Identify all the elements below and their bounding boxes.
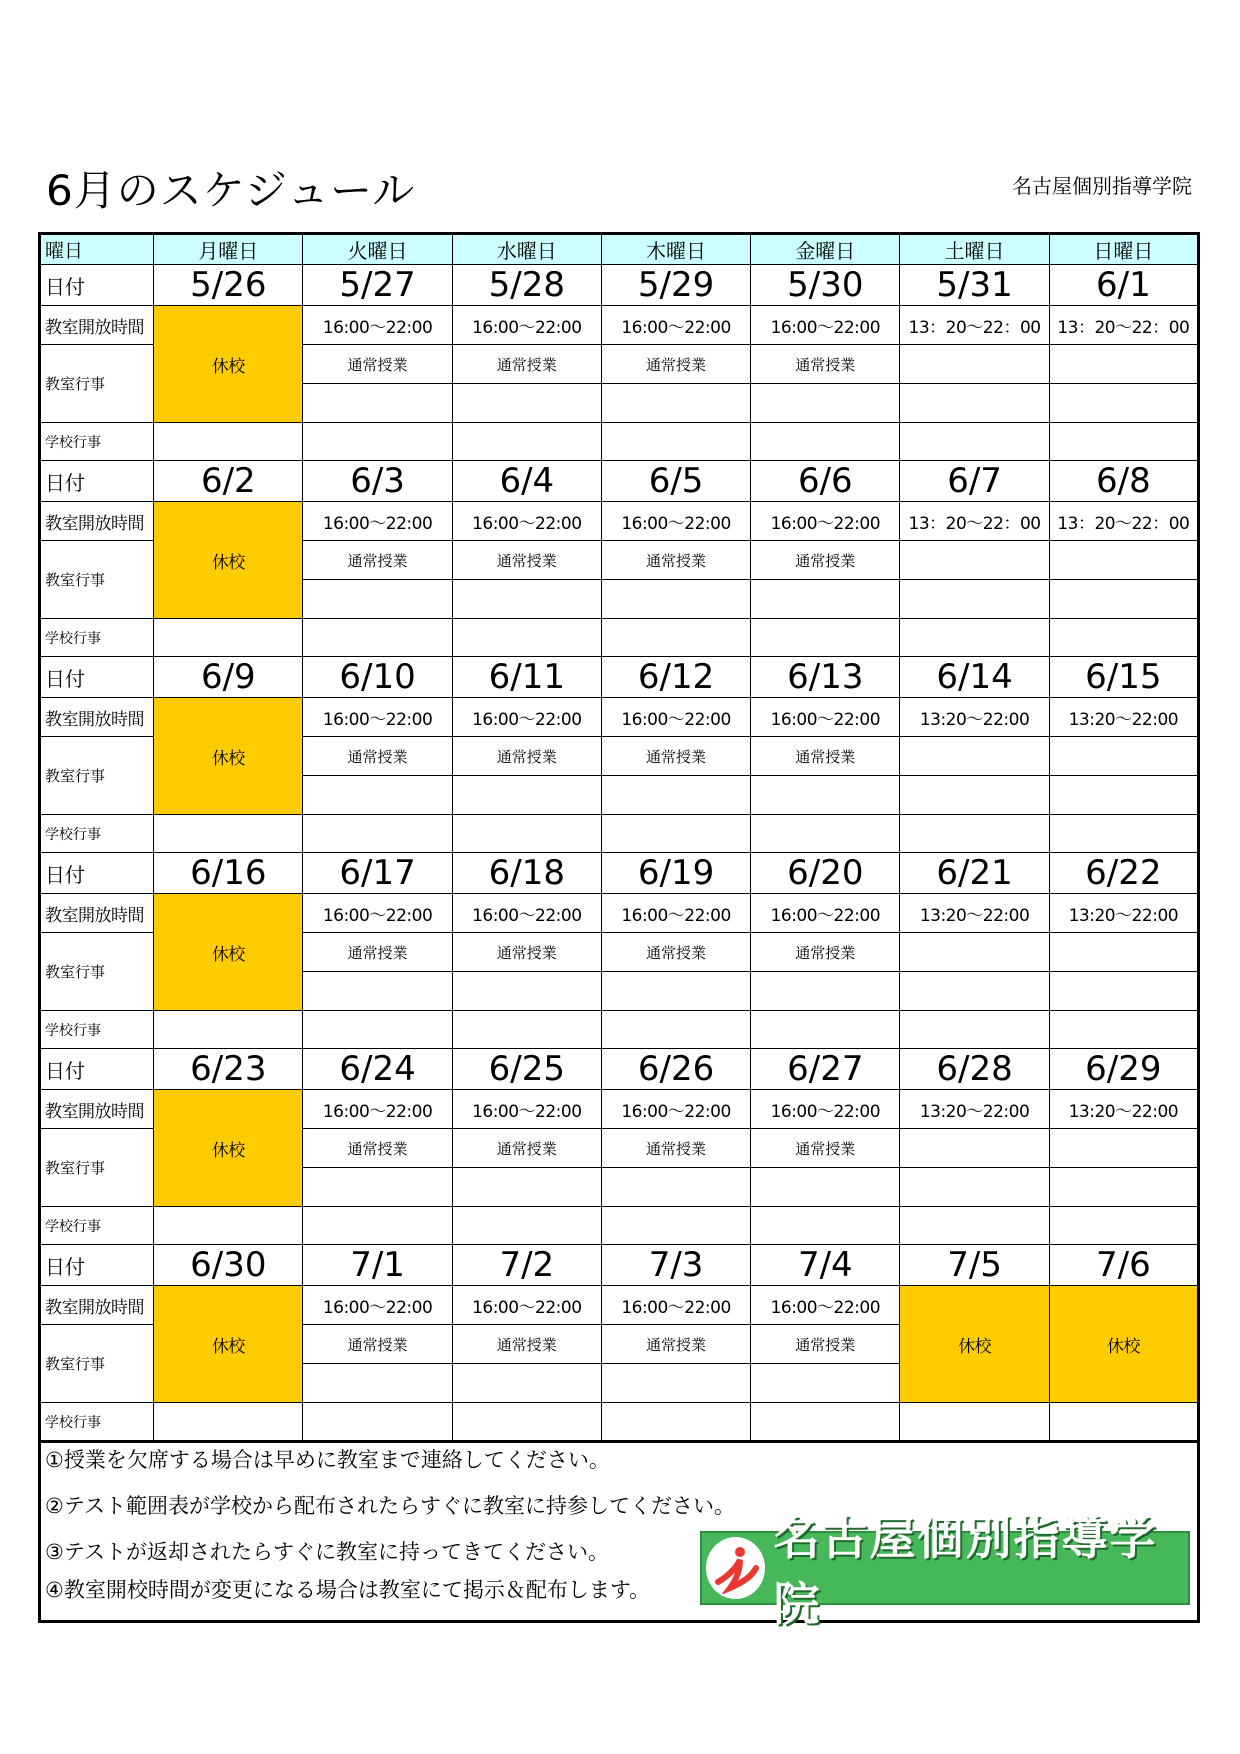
class-event-extra-cell (1049, 776, 1198, 815)
class-event-cell: 通常授業 (303, 737, 452, 776)
open-hours-cell: 16:00～22:00 (303, 894, 452, 933)
date-cell: 7/6 (1049, 1245, 1198, 1286)
date-cell: 6/8 (1049, 461, 1198, 502)
school-event-cell (452, 619, 601, 657)
date-row-label: 日付 (40, 657, 154, 698)
school-event-cell (900, 423, 1049, 461)
school-event-cell (601, 1207, 750, 1245)
class-event-cell: 通常授業 (601, 1129, 750, 1168)
open-hours-cell: 16:00～22:00 (601, 698, 750, 737)
weekday-header: 木曜日 (601, 234, 750, 265)
date-row-label: 日付 (40, 1245, 154, 1286)
school-logo-icon (706, 1537, 765, 1599)
open-hours-cell: 16:00～22:00 (303, 306, 452, 345)
date-cell: 6/17 (303, 853, 452, 894)
open-hours-cell: 13:20～22:00 (1049, 1090, 1198, 1129)
class-event-cell: 通常授業 (751, 1325, 900, 1364)
open-hours-row (40, 1286, 1199, 1325)
class-event-extra-cell (751, 1364, 900, 1403)
date-cell: 7/4 (751, 1245, 900, 1286)
class-event-extra-cell (1049, 972, 1198, 1011)
closed-cell: 休校 (154, 698, 303, 815)
class-events-label: 教室行事 (40, 1325, 154, 1403)
open-hours-label: 教室開放時間 (40, 894, 154, 933)
open-hours-cell: 16:00～22:00 (452, 502, 601, 541)
school-events-label: 学校行事 (40, 423, 154, 461)
weekday-header: 土曜日 (900, 234, 1049, 265)
note-item: ④教室開校時間が変更になる場合は教室にて掲示＆配布します。 (45, 1578, 651, 1602)
class-event-extra-cell (900, 972, 1049, 1011)
schedule-body (40, 234, 1199, 1442)
school-events-label: 学校行事 (40, 1207, 154, 1245)
class-event-extra-cell (452, 1364, 601, 1403)
closed-cell: 休校 (154, 894, 303, 1011)
date-cell: 6/13 (751, 657, 900, 698)
date-cell: 6/5 (601, 461, 750, 502)
school-event-cell (751, 1011, 900, 1049)
date-cell: 5/29 (601, 265, 750, 306)
date-row (40, 1245, 1199, 1286)
school-logo-text: 名古屋個別指導学院 (773, 1511, 1158, 1631)
school-event-cell (303, 815, 452, 853)
open-hours-row (40, 894, 1199, 933)
school-event-cell (452, 423, 601, 461)
school-event-cell (303, 1207, 452, 1245)
class-event-cell: 通常授業 (601, 345, 750, 384)
weekday-header-label: 曜日 (40, 234, 154, 265)
school-events-row (40, 815, 1199, 853)
class-event-cell: 通常授業 (452, 1129, 601, 1168)
closed-cell: 休校 (1049, 1286, 1198, 1403)
date-cell: 6/12 (601, 657, 750, 698)
date-row (40, 461, 1199, 502)
open-hours-cell: 13：20～22：00 (900, 306, 1049, 345)
date-row (40, 657, 1199, 698)
school-event-cell (751, 1207, 900, 1245)
school-event-cell (1049, 1207, 1198, 1245)
class-event-cell (900, 933, 1049, 972)
school-event-cell (900, 1207, 1049, 1245)
school-event-cell (154, 619, 303, 657)
school-event-cell (900, 619, 1049, 657)
class-event-cell: 通常授業 (303, 933, 452, 972)
school-events-row (40, 423, 1199, 461)
class-event-cell: 通常授業 (601, 737, 750, 776)
open-hours-cell: 16:00～22:00 (601, 1090, 750, 1129)
date-cell: 6/6 (751, 461, 900, 502)
class-event-cell (900, 345, 1049, 384)
date-row-label: 日付 (40, 1049, 154, 1090)
class-event-cell: 通常授業 (452, 1325, 601, 1364)
open-hours-cell: 13:20～22:00 (1049, 698, 1198, 737)
date-cell: 7/5 (900, 1245, 1049, 1286)
date-cell: 5/27 (303, 265, 452, 306)
date-cell: 6/3 (303, 461, 452, 502)
open-hours-label: 教室開放時間 (40, 502, 154, 541)
note-item: ①授業を欠席する場合は早めに教室まで連絡してください。 (45, 1448, 610, 1472)
open-hours-cell: 16:00～22:00 (751, 502, 900, 541)
date-cell: 6/29 (1049, 1049, 1198, 1090)
class-event-extra-cell (601, 972, 750, 1011)
open-hours-cell: 16:00～22:00 (751, 698, 900, 737)
class-event-extra-cell (452, 580, 601, 619)
school-event-cell (154, 1207, 303, 1245)
class-event-extra-cell (900, 580, 1049, 619)
school-logo (700, 1511, 1190, 1631)
school-event-cell (900, 815, 1049, 853)
class-event-extra-cell (601, 580, 750, 619)
class-event-cell: 通常授業 (303, 541, 452, 580)
school-event-cell (154, 423, 303, 461)
class-event-extra-cell (900, 1168, 1049, 1207)
class-event-extra-cell (303, 776, 452, 815)
open-hours-cell: 16:00～22:00 (751, 1090, 900, 1129)
date-row (40, 265, 1199, 306)
class-event-extra-cell (751, 580, 900, 619)
school-event-cell (601, 1011, 750, 1049)
class-event-extra-cell (1049, 384, 1198, 423)
school-event-cell (751, 423, 900, 461)
school-event-cell (154, 815, 303, 853)
school-event-cell (303, 1011, 452, 1049)
weekday-header: 金曜日 (751, 234, 900, 265)
date-cell: 6/21 (900, 853, 1049, 894)
date-cell: 6/1 (1049, 265, 1198, 306)
class-event-cell: 通常授業 (303, 345, 452, 384)
date-cell: 6/19 (601, 853, 750, 894)
date-cell: 6/25 (452, 1049, 601, 1090)
open-hours-cell: 13:20～22:00 (900, 698, 1049, 737)
date-cell: 6/28 (900, 1049, 1049, 1090)
open-hours-cell: 16:00～22:00 (452, 1286, 601, 1325)
date-cell: 6/16 (154, 853, 303, 894)
class-event-extra-cell (303, 1364, 452, 1403)
weekday-header: 月曜日 (154, 234, 303, 265)
class-event-cell: 通常授業 (751, 737, 900, 776)
date-cell: 5/26 (154, 265, 303, 306)
schedule-table (38, 232, 1200, 1443)
date-cell: 5/31 (900, 265, 1049, 306)
class-event-cell: 通常授業 (751, 541, 900, 580)
class-event-extra-cell (1049, 1168, 1198, 1207)
date-cell: 6/10 (303, 657, 452, 698)
class-event-extra-cell (452, 776, 601, 815)
class-event-extra-cell (751, 384, 900, 423)
date-row (40, 1049, 1199, 1090)
school-events-row (40, 1207, 1199, 1245)
open-hours-cell: 16:00～22:00 (303, 1286, 452, 1325)
class-event-cell (1049, 737, 1198, 776)
date-cell: 6/2 (154, 461, 303, 502)
date-cell: 6/4 (452, 461, 601, 502)
school-event-cell (900, 1011, 1049, 1049)
class-event-cell (900, 541, 1049, 580)
class-event-extra-cell (601, 776, 750, 815)
school-events-row (40, 619, 1199, 657)
open-hours-cell: 16:00～22:00 (601, 502, 750, 541)
closed-cell: 休校 (154, 1286, 303, 1403)
page-title: 6月のスケジュール (46, 166, 416, 215)
school-event-cell (601, 423, 750, 461)
class-events-label: 教室行事 (40, 737, 154, 815)
class-event-cell: 通常授業 (601, 933, 750, 972)
class-events-label: 教室行事 (40, 541, 154, 619)
open-hours-cell: 16:00～22:00 (751, 1286, 900, 1325)
class-event-extra-cell (452, 1168, 601, 1207)
open-hours-cell: 16:00～22:00 (452, 894, 601, 933)
organization-name: 名古屋個別指導学院 (1012, 174, 1192, 198)
date-cell: 6/15 (1049, 657, 1198, 698)
class-event-cell: 通常授業 (452, 933, 601, 972)
open-hours-label: 教室開放時間 (40, 1286, 154, 1325)
class-event-cell: 通常授業 (601, 541, 750, 580)
open-hours-cell: 16:00～22:00 (303, 698, 452, 737)
class-event-cell (900, 1129, 1049, 1168)
note-item: ③テストが返却されたらすぐに教室に持ってきてください。 (45, 1540, 609, 1564)
school-event-cell (452, 815, 601, 853)
date-cell: 6/14 (900, 657, 1049, 698)
school-event-cell (303, 423, 452, 461)
open-hours-cell: 16:00～22:00 (751, 306, 900, 345)
class-event-extra-cell (452, 384, 601, 423)
schedule-frame (38, 232, 1200, 1644)
open-hours-cell: 16:00～22:00 (601, 1286, 750, 1325)
class-event-cell (1049, 345, 1198, 384)
class-event-extra-cell (452, 972, 601, 1011)
class-event-cell: 通常授業 (751, 1129, 900, 1168)
school-event-cell (154, 1011, 303, 1049)
date-cell: 6/22 (1049, 853, 1198, 894)
class-event-cell (1049, 1129, 1198, 1168)
date-cell: 7/3 (601, 1245, 750, 1286)
school-event-cell (452, 1207, 601, 1245)
open-hours-cell: 16:00～22:00 (452, 306, 601, 345)
closed-cell: 休校 (154, 502, 303, 619)
class-events-label: 教室行事 (40, 345, 154, 423)
open-hours-cell: 13：20～22：00 (900, 502, 1049, 541)
class-event-cell: 通常授業 (751, 933, 900, 972)
class-event-extra-cell (303, 1168, 452, 1207)
open-hours-row (40, 698, 1199, 737)
class-event-cell: 通常授業 (303, 1129, 452, 1168)
date-cell: 6/18 (452, 853, 601, 894)
open-hours-cell: 16:00～22:00 (452, 698, 601, 737)
date-cell: 6/20 (751, 853, 900, 894)
open-hours-label: 教室開放時間 (40, 1090, 154, 1129)
open-hours-cell: 13:20～22:00 (900, 894, 1049, 933)
date-row-label: 日付 (40, 461, 154, 502)
class-event-extra-cell (900, 384, 1049, 423)
school-event-cell (751, 619, 900, 657)
class-event-cell (1049, 541, 1198, 580)
school-event-cell (452, 1011, 601, 1049)
open-hours-cell: 13：20～22：00 (1049, 502, 1198, 541)
date-cell: 6/9 (154, 657, 303, 698)
school-event-cell (1049, 1011, 1198, 1049)
school-event-cell (1049, 815, 1198, 853)
date-cell: 7/1 (303, 1245, 452, 1286)
note-item: ②テスト範囲表が学校から配布されたらすぐに教室に持参してください。 (45, 1494, 735, 1518)
class-event-cell (1049, 933, 1198, 972)
open-hours-label: 教室開放時間 (40, 698, 154, 737)
open-hours-cell: 16:00～22:00 (303, 1090, 452, 1129)
school-event-cell (751, 815, 900, 853)
school-events-label: 学校行事 (40, 1403, 154, 1442)
weekday-header: 火曜日 (303, 234, 452, 265)
class-event-cell: 通常授業 (452, 345, 601, 384)
class-event-extra-cell (751, 776, 900, 815)
school-events-label: 学校行事 (40, 1011, 154, 1049)
date-cell: 5/28 (452, 265, 601, 306)
closed-cell: 休校 (154, 306, 303, 423)
school-event-cell (303, 619, 452, 657)
date-row-label: 日付 (40, 853, 154, 894)
closed-cell: 休校 (900, 1286, 1049, 1403)
class-event-extra-cell (303, 384, 452, 423)
open-hours-cell: 16:00～22:00 (452, 1090, 601, 1129)
class-event-cell (900, 737, 1049, 776)
school-event-cell (601, 815, 750, 853)
open-hours-row (40, 1090, 1199, 1129)
date-cell: 7/2 (452, 1245, 601, 1286)
date-cell: 5/30 (751, 265, 900, 306)
class-event-extra-cell (303, 972, 452, 1011)
class-event-extra-cell (751, 972, 900, 1011)
open-hours-cell: 13:20～22:00 (1049, 894, 1198, 933)
class-event-extra-cell (601, 384, 750, 423)
weekday-header: 日曜日 (1049, 234, 1198, 265)
class-event-cell: 通常授業 (452, 541, 601, 580)
date-cell: 6/11 (452, 657, 601, 698)
date-cell: 6/23 (154, 1049, 303, 1090)
school-event-cell (601, 619, 750, 657)
class-event-extra-cell (751, 1168, 900, 1207)
class-event-cell: 通常授業 (452, 737, 601, 776)
school-events-label: 学校行事 (40, 619, 154, 657)
open-hours-row (40, 502, 1199, 541)
open-hours-label: 教室開放時間 (40, 306, 154, 345)
class-events-label: 教室行事 (40, 1129, 154, 1207)
school-events-label: 学校行事 (40, 815, 154, 853)
class-event-extra-cell (601, 1168, 750, 1207)
school-events-row (40, 1011, 1199, 1049)
open-hours-cell: 13:20～22:00 (900, 1090, 1049, 1129)
class-event-extra-cell (303, 580, 452, 619)
date-cell: 6/24 (303, 1049, 452, 1090)
school-event-cell (1049, 619, 1198, 657)
class-event-extra-cell (900, 776, 1049, 815)
open-hours-cell: 16:00～22:00 (601, 894, 750, 933)
open-hours-cell: 16:00～22:00 (601, 306, 750, 345)
class-event-cell: 通常授業 (751, 345, 900, 384)
date-cell: 6/27 (751, 1049, 900, 1090)
date-row-label: 日付 (40, 265, 154, 306)
date-cell: 6/30 (154, 1245, 303, 1286)
class-event-cell: 通常授業 (303, 1325, 452, 1364)
class-events-label: 教室行事 (40, 933, 154, 1011)
class-event-cell: 通常授業 (601, 1325, 750, 1364)
class-event-extra-cell (601, 1364, 750, 1403)
open-hours-cell: 16:00～22:00 (303, 502, 452, 541)
date-row (40, 853, 1199, 894)
school-event-cell (1049, 423, 1198, 461)
class-event-extra-cell (1049, 580, 1198, 619)
date-cell: 6/7 (900, 461, 1049, 502)
weekday-header-row (40, 234, 1199, 265)
weekday-header: 水曜日 (452, 234, 601, 265)
date-cell: 6/26 (601, 1049, 750, 1090)
open-hours-cell: 16:00～22:00 (751, 894, 900, 933)
open-hours-cell: 13：20～22：00 (1049, 306, 1198, 345)
closed-cell: 休校 (154, 1090, 303, 1207)
open-hours-row (40, 306, 1199, 345)
